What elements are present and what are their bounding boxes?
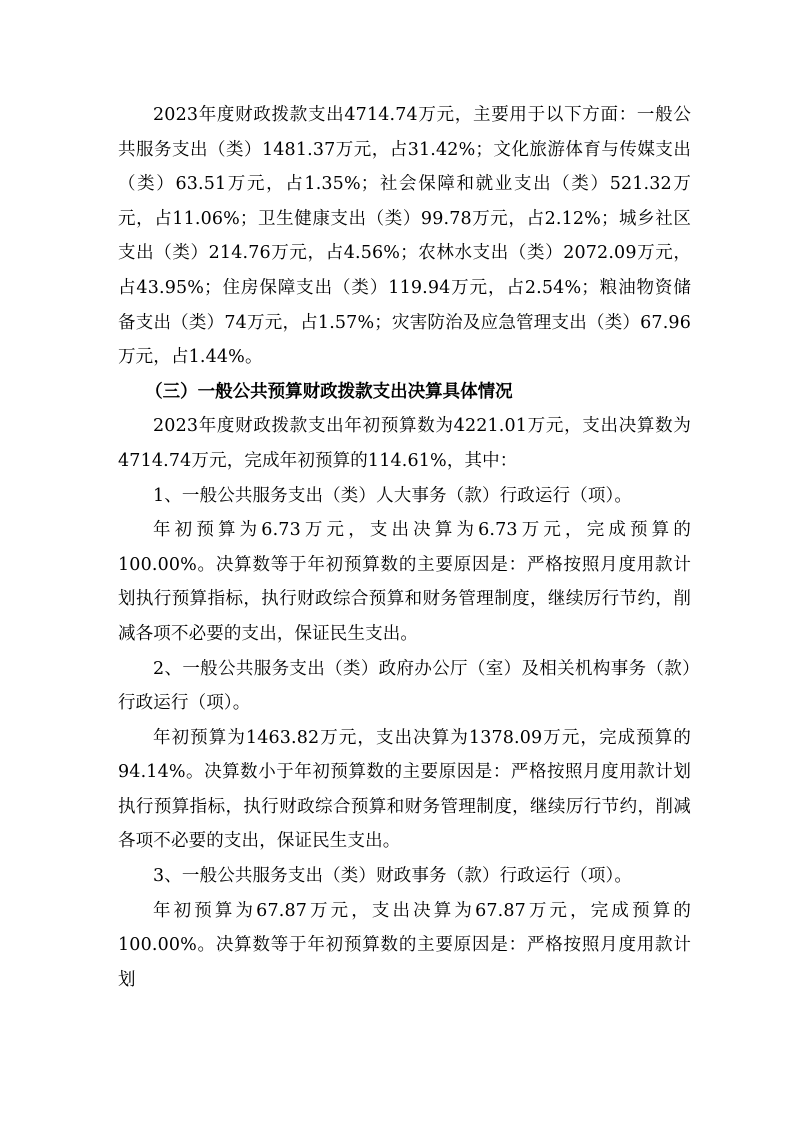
item-2-title: 2、一般公共服务支出（类）政府办公厅（室）及相关机构事务（款）行政运行（项）。 <box>118 658 691 714</box>
paragraph-expenditure-summary: 2023年度财政拨款支出4714.74万元，主要用于以下方面：一般公共服务支出（类）1481.37万元，占31.42%；文化旅游体育与传媒支出（类）63.51万元，占1.35%；社会保障和就业支出（类）521.32万元，占11.06%；卫生健康支出（类）99.78万元，占2.12%；城乡社区支出（类）214.76万元，占4.56%；农林水支出（类）2072.09万元，占43.95%；住房保障支出（类）119.94万元，占2.54%；粮油物资储备支出（类）74万元，占1.57%；灾害防治及应急管理支出（类）67.96万元，占1.44%。 <box>118 105 691 368</box>
paragraph-budget-overview: 2023年度财政拨款支出年初预算数为4221.01万元，支出决算数为4714.74万元，完成年初预算的114.61%，其中： <box>118 416 691 471</box>
item-1-detail: 年初预算为6.73万元，支出决算为6.73万元，完成预算的100.00%。决算数等于年初预算数的主要原因是：严格按照月度用款计划执行预算指标，执行财政综合预算和财务管理制度，继续厉行节约，削减各项不必要的支出，保证民生支出。 <box>118 520 691 644</box>
item-2-detail: 年初预算为1463.82万元，支出决算为1378.09万元，完成预算的94.14%。决算数小于年初预算数的主要原因是：严格按照月度用款计划执行预算指标，执行财政综合预算和财务管理制度，继续厉行节约，削减各项不必要的支出，保证民生支出。 <box>118 727 691 852</box>
item-1-title: 1、一般公共服务支出（类）人大事务（款）行政运行（项）。 <box>153 485 633 506</box>
document-body <box>118 98 691 997</box>
item-3-title: 3、一般公共服务支出（类）财政事务（款）行政运行（项）。 <box>153 866 633 887</box>
section-heading-3: （三）一般公共预算财政拨款支出决算具体情况 <box>145 381 513 402</box>
item-3-detail: 年初预算为67.87万元，支出决算为67.87万元，完成预算的100.00%。决算数等于年初预算数的主要原因是：严格按照月度用款计划 <box>118 900 691 990</box>
